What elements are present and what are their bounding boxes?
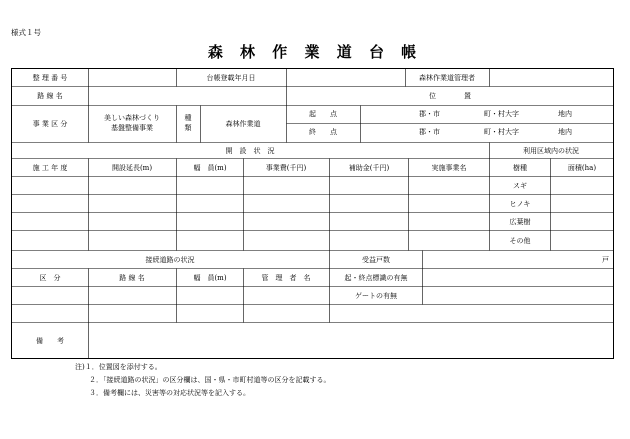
col-subsidy: 補助金(千円) bbox=[348, 164, 390, 172]
households-unit: 戸 bbox=[602, 256, 609, 264]
col-area: 面積(ha) bbox=[567, 164, 597, 172]
col-length: 開設延長(m) bbox=[111, 164, 153, 172]
route-name-field[interactable] bbox=[88, 87, 286, 105]
location-label: 位 置 bbox=[429, 92, 471, 100]
usage-section-label: 利用区域内の状況 bbox=[523, 147, 579, 155]
col-manager-name: 管 理 者 名 bbox=[261, 274, 311, 282]
col-route-name: 路 線 名 bbox=[119, 274, 145, 282]
note-2: ２．「接続道路の状況」の区分欄は、国・県・市町村道等の区分を記載する。 bbox=[89, 376, 331, 384]
note-1: 注)１．位置図を添付する。 bbox=[75, 363, 162, 371]
kind-label-2: 類 bbox=[184, 124, 192, 132]
document-title: 森 林 作 業 道 台 帳 bbox=[207, 43, 423, 61]
kind-value: 森林作業道 bbox=[225, 120, 261, 128]
start-town: 町・村大字 bbox=[484, 110, 519, 118]
species-other: その他 bbox=[509, 237, 531, 245]
register-date-label: 台帳登載年月日 bbox=[206, 74, 256, 82]
gate-label: ゲートの有無 bbox=[355, 292, 397, 300]
col-cost: 事業費(千円) bbox=[265, 164, 307, 172]
col-fiscal-year: 施 工 年 度 bbox=[32, 164, 68, 172]
end-pref-city: 郡・市 bbox=[419, 128, 440, 136]
project-category-value-1: 美しい森林づくり bbox=[104, 114, 160, 122]
register-date-field[interactable] bbox=[286, 69, 405, 86]
households-label: 受益戸数 bbox=[362, 256, 390, 264]
kind-label-1: 種 bbox=[184, 114, 192, 122]
signs-label: 起・終点標識の有無 bbox=[344, 274, 408, 282]
form-number-label: 様式１号 bbox=[11, 28, 41, 37]
end-town: 町・村大字 bbox=[484, 128, 519, 136]
species-hinoki: ヒノキ bbox=[509, 200, 531, 208]
number-label: 整 理 番 号 bbox=[32, 74, 68, 82]
species-broadleaf: 広葉樹 bbox=[509, 218, 531, 226]
number-field[interactable] bbox=[88, 69, 176, 86]
col-species: 樹種 bbox=[513, 164, 527, 172]
remarks-label: 備 考 bbox=[36, 337, 64, 345]
remarks-field[interactable] bbox=[88, 323, 613, 358]
species-sugi: スギ bbox=[513, 182, 527, 190]
col-width: 幅 員(m) bbox=[193, 164, 227, 172]
col-road-width: 幅 員(m) bbox=[193, 274, 227, 282]
end-lot: 地内 bbox=[558, 128, 572, 136]
connection-section-label: 接続道路の状況 bbox=[145, 256, 195, 264]
start-lot: 地内 bbox=[558, 110, 572, 118]
col-category: 区 分 bbox=[39, 274, 61, 282]
manager-label: 森林作業道管理者 bbox=[419, 74, 475, 82]
start-point-label: 起 点 bbox=[309, 110, 337, 118]
col-project-name: 実施事業名 bbox=[431, 164, 467, 172]
project-category-label: 事 業 区 分 bbox=[32, 120, 68, 128]
construction-section-label: 開 設 状 況 bbox=[225, 147, 275, 155]
manager-field[interactable] bbox=[489, 69, 613, 86]
end-point-label: 終 点 bbox=[309, 128, 337, 136]
route-name-label: 路 線 名 bbox=[37, 92, 63, 100]
note-3: ３．備考欄には、災害等の対応状況等を記入する。 bbox=[89, 389, 250, 397]
start-pref-city: 郡・市 bbox=[419, 110, 440, 118]
project-category-value-2: 基盤整備事業 bbox=[111, 124, 153, 132]
